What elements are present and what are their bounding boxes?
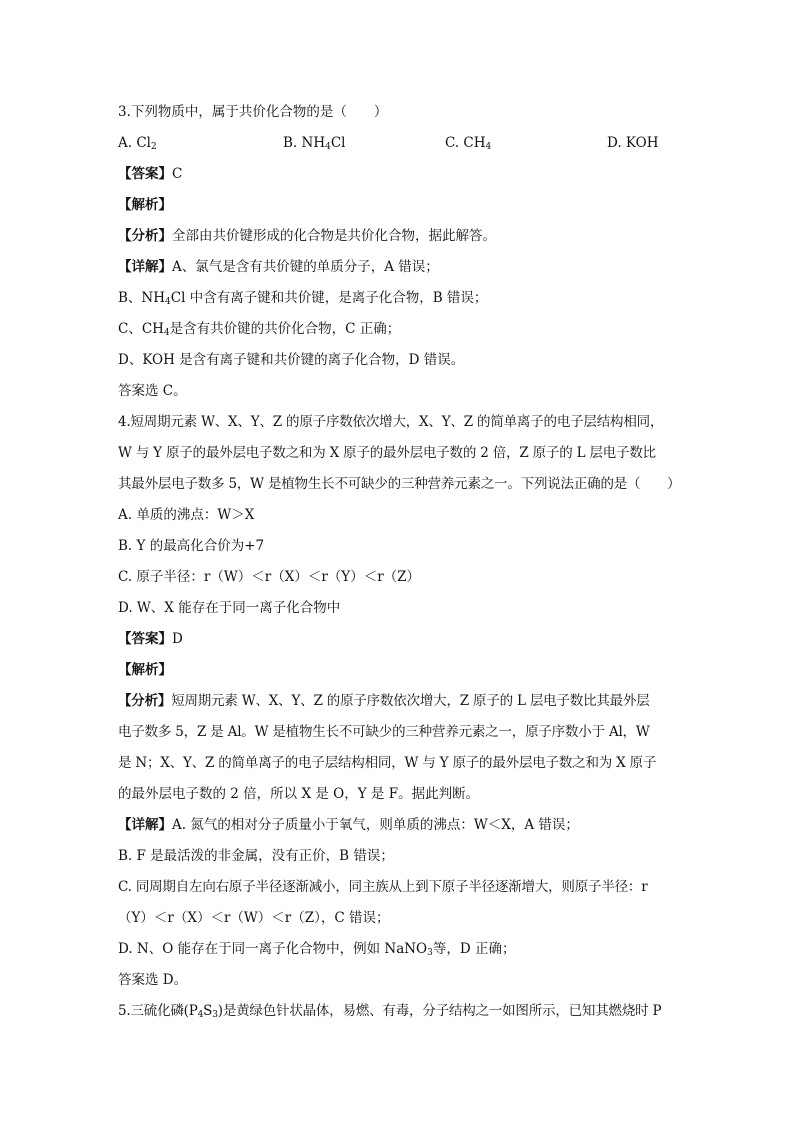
q4-option-d: D. W、X 能存在于同一离子化合物中 [118, 600, 341, 616]
q3-detail-b: B、$NH_4Cl$ 中含有离子键和共价键，是离子化合物，B 错误； [118, 290, 488, 307]
q3-choose: 答案选 C。 [118, 383, 187, 399]
q3-analysis-tag: 【解析】 [118, 197, 172, 213]
q3-option-c: C. $CH_4$ [445, 135, 492, 152]
q4-stem-1: 4.短周期元素 W、X、Y、Z 的原子序数依次增大，X、Y、Z 的简单离子的电子层结构相同， [118, 414, 664, 430]
q4-fenxi-2: 电子数多 5，Z 是 Al。W 是植物生长不可缺少的三种营养元素之一，原子序数小于 Al，W [118, 724, 650, 740]
q3-detail-d: D、KOH 是含有离子键和共价键的离子化合物，D 错误。 [118, 352, 465, 368]
q4-fenxi-4: 的最外层电子数的 2 倍，所以 X 是 O，Y 是 F。据此判断。 [118, 786, 480, 802]
q4-option-b: B. Y 的最高化合价为+7 [118, 538, 265, 554]
q4-answer: 【答案】D [118, 631, 183, 647]
q5-stem: 5.三硫化磷$(P_4S_3)$是黄绿色针状晶体，易燃、有毒，分子结构之一如图所示，已知其燃烧时 P [118, 1003, 662, 1020]
q3-option-d: D. KOH [607, 135, 659, 151]
q3-fenxi: 【分析】全部由共价键形成的化合物是共价化合物，据此解答。 [118, 228, 496, 244]
q4-detail-c-1: C. 同周期自左向右原子半径逐渐减小，同主族从上到下原子半径逐渐增大，则原子半径：r [118, 879, 648, 895]
q4-analysis-tag: 【解析】 [118, 662, 172, 678]
q4-option-a: A. 单质的沸点：W＞X [118, 507, 255, 523]
q4-fenxi-1: 【分析】短周期元素 W、X、Y、Z 的原子序数依次增大，Z 原子的 L 层电子数比其最外层 [118, 693, 650, 709]
q3-stem: 3.下列物质中，属于共价化合物的是（ ） [118, 104, 388, 120]
q3-option-a: A. $Cl_2$ [118, 135, 157, 152]
q4-fenxi-3: 是 N；X、Y、Z 的简单离子的电子层结构相同，W 与 Y 原子的最外层电子数之和为 X 原子 [118, 755, 657, 771]
q3-detail-c: C、$CH_4$是含有共价键的共价化合物，C 正确； [118, 321, 401, 338]
q4-detail-d: D. N、O 能存在于同一离子化合物中，例如 NaNO$_3$等，D 正确； [118, 941, 516, 958]
q4-detail-b: B. F 是最活泼的非金属，没有正价，B 错误； [118, 848, 394, 864]
q4-detail-c-2: （Y）＜r（X）＜r（W）＜r（Z），C 错误； [118, 910, 390, 926]
q4-stem-3: 其最外层电子数多 5，W 是植物生长不可缺少的三种营养元素之一。下列说法正确的是（ ） [118, 476, 681, 492]
q3-answer: 【答案】C [118, 166, 183, 182]
q3-option-b: B. $NH_4Cl$ [283, 135, 346, 152]
q4-option-c: C. 原子半径：r（W）＜r（X）＜r（Y）＜r（Z） [118, 569, 421, 585]
q4-stem-2: W 与 Y 原子的最外层电子数之和为 X 原子的最外层电子数的 2 倍，Z 原子的 L 层电子数比 [118, 445, 656, 461]
q3-detail-a: 【详解】A、氯气是含有共价键的单质分子，A 错误； [118, 259, 439, 275]
q4-choose: 答案选 D。 [118, 972, 188, 988]
q4-detail-a: 【详解】A. 氮气的相对分子质量小于氧气，则单质的沸点：W＜X，A 错误； [118, 817, 579, 833]
answer-tag: 【答案】 [118, 166, 172, 182]
